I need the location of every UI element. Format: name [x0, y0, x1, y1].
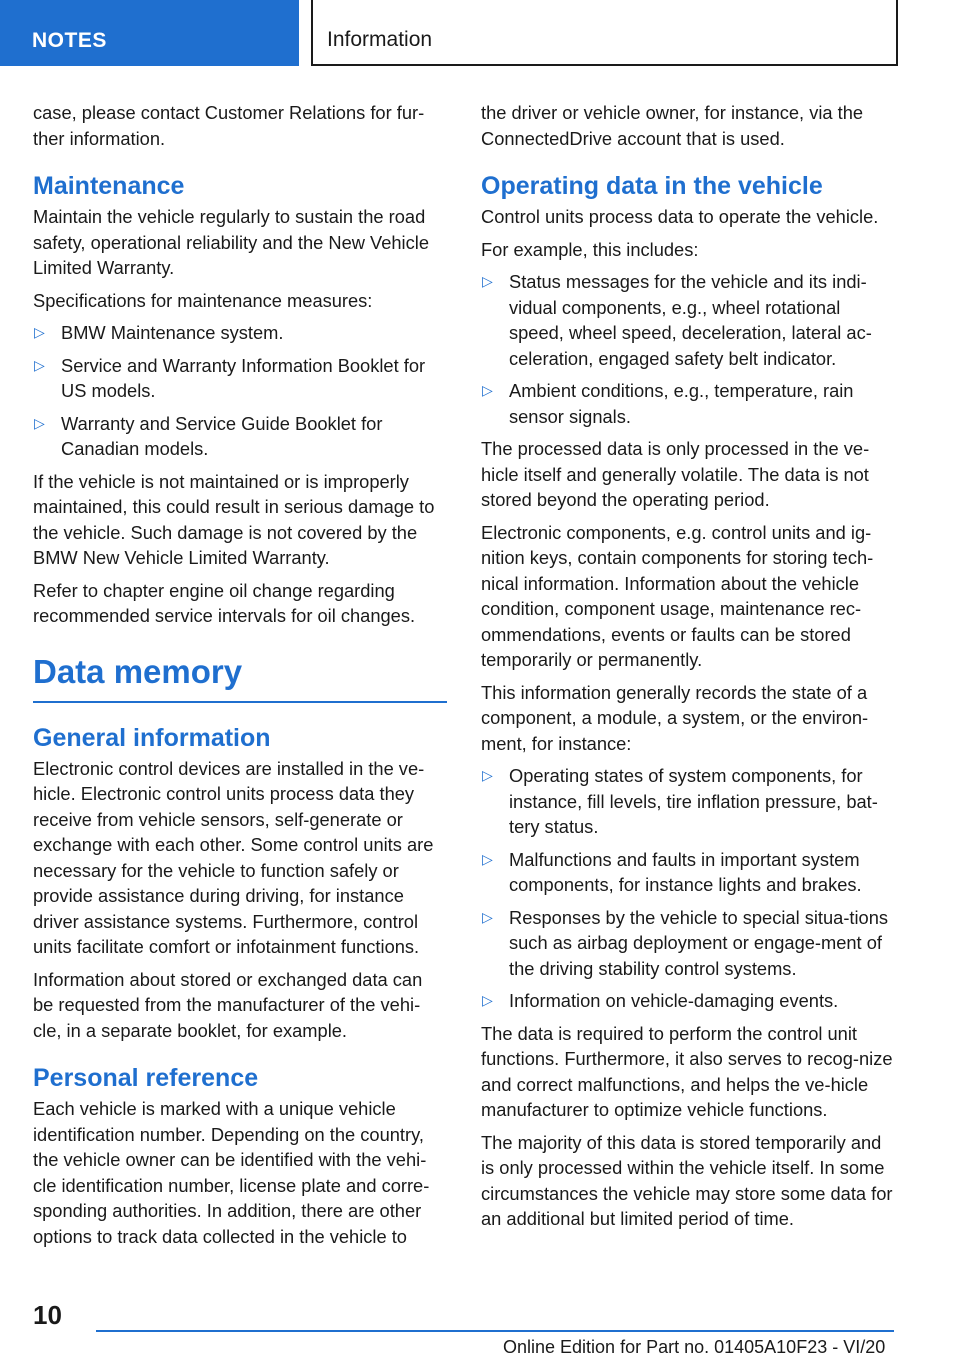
list-item-text: Responses by the vehicle to special situa-tions such as airbag deployment or engage-ment of the driving stability control systems. — [509, 906, 889, 979]
recorded-state-list — [481, 763, 896, 1014]
bullet-triangle-icon: ▷ — [482, 382, 493, 398]
heading-general-information: General information — [33, 723, 271, 752]
list-item — [481, 905, 896, 982]
list-item-text: Ambient conditions, e.g., temperature, rain sensor signals. — [509, 380, 854, 427]
paragraph: For example, this includes: — [481, 238, 699, 260]
list-item-text: Operating states of system components, for instance, fill levels, tire inflation pressure, bat-tery status. — [509, 765, 878, 837]
paragraph: Maintain the vehicle regularly to sustain the road safety, operational reliability and the New Vehicle Limited Warranty. — [33, 206, 429, 278]
list-item-text: Service and Warranty Information Booklet for US models. — [61, 354, 426, 401]
list-item-text: BMW Maintenance system. — [61, 322, 284, 343]
bullet-triangle-icon: ▷ — [482, 850, 493, 867]
paragraph: Each vehicle is marked with a unique vehicle identification number. Depending on the country, the vehicle owner can be identified with the vehi-cle identification number, license plate and corre-sponding authorities. In addition, there are other options to track data collected in the vehicle to — [33, 1098, 430, 1247]
list-item-text: Malfunctions and faults in important system components, for instance lights and brakes. — [509, 848, 862, 895]
continued-paragraph: the driver or vehicle owner, for instance, via the ConnectedDrive account that is used. — [481, 102, 864, 149]
list-item-text: Warranty and Service Guide Booklet for Canadian models. — [61, 412, 383, 459]
bullet-triangle-icon: ▷ — [34, 324, 45, 340]
paragraph: Refer to chapter engine oil change regarding recommended service intervals for oil changes. — [33, 579, 416, 626]
list-item — [33, 411, 447, 462]
chapter-title: Information — [327, 28, 433, 51]
section-tab — [0, 0, 299, 66]
paragraph: Control units process data to operate the vehicle. — [481, 206, 879, 227]
continued-paragraph: case, please contact Customer Relations for fur-ther information. — [33, 102, 425, 149]
list-item — [481, 763, 896, 840]
list-item — [481, 378, 896, 429]
paragraph: Electronic components, e.g. control units and ig-nition keys, contain components for storing tech-nical information. Information about the vehicle condition, component usage, maintenance rec-ommendations, events or faults can be stored temporarily or permanently. — [481, 521, 874, 670]
bullet-triangle-icon: ▷ — [34, 356, 45, 373]
chapter-header — [311, 0, 898, 66]
list-item — [33, 353, 447, 404]
section-tab-label: NOTES — [32, 29, 107, 52]
paragraph: Specifications for maintenance measures: — [33, 289, 373, 311]
list-item-text: Status messages for the vehicle and its indi-vidual components, e.g., wheel rotational speed, wheel speed, deceleration, lateral ac-celeration, engaged safety belt indicator. — [509, 271, 872, 369]
paragraph: This information generally records the state of a component, a module, a system, or the environ-ment, for instance: — [481, 681, 869, 754]
maintenance-list — [33, 320, 447, 462]
paragraph: The processed data is only processed in the ve-hicle itself and generally volatile. The data is not stored beyond the operating period. — [481, 438, 870, 510]
list-item — [481, 988, 896, 1014]
heading-operating-data: Operating data in the vehicle — [481, 172, 823, 200]
list-item — [481, 269, 896, 371]
footer-divider — [96, 1330, 894, 1332]
list-item — [33, 320, 447, 346]
paragraph: The data is required to perform the control unit functions. Furthermore, it also serves to recog-nize and correct malfunctions, and helps the ve-hicle manufacturer to optimize vehicle functions. — [481, 1022, 893, 1120]
right-column — [481, 100, 896, 1239]
bullet-triangle-icon: ▷ — [482, 908, 493, 925]
bullet-triangle-icon: ▷ — [482, 992, 493, 1008]
bullet-triangle-icon: ▷ — [482, 767, 493, 783]
list-item-text: Information on vehicle-damaging events. — [509, 990, 839, 1011]
paragraph: Information about stored or exchanged data can be requested from the manufacturer of the vehi-cle, in a separate booklet, for example. — [33, 968, 423, 1041]
operating-data-list — [481, 269, 896, 429]
edition-info: Online Edition for Part no. 01405A10F23 - VI/20 — [503, 1337, 886, 1357]
list-item — [481, 847, 896, 898]
bullet-triangle-icon: ▷ — [482, 273, 493, 289]
paragraph: Electronic control devices are installed in the ve-hicle. Electronic control units process data they receive from vehicle sensors, self-generate or exchange with each other. Some control units are necessary for the vehicle to function safely or provide assistance during driving, for instance driver assistance systems. Furthermore, control units facilitate comfort or infotainment functions. — [33, 757, 434, 957]
left-column — [33, 100, 447, 1256]
heading-personal-reference: Personal reference — [33, 1064, 259, 1092]
heading-maintenance: Maintenance — [33, 172, 185, 200]
paragraph: The majority of this data is stored temporarily and is only processed within the vehicle itself. In some circumstances the vehicle may store some data for an additional but limited period of time. — [481, 1131, 893, 1229]
bullet-triangle-icon: ▷ — [34, 414, 45, 431]
paragraph: If the vehicle is not maintained or is improperly maintained, this could result in serious damage to the vehicle. Such damage is not covered by the BMW New Vehicle Limited Warranty. — [33, 470, 435, 568]
page-number: 10 — [33, 1300, 62, 1330]
heading-data-memory: Data memory — [33, 649, 447, 703]
